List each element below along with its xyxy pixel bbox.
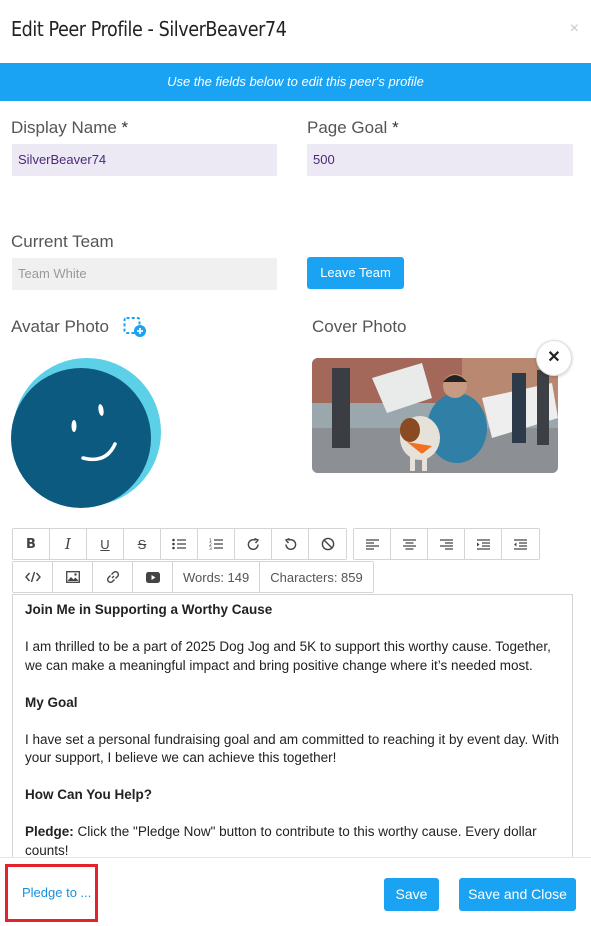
align-group	[353, 528, 540, 560]
clear-format-icon[interactable]	[309, 529, 346, 559]
align-left-icon[interactable]	[354, 529, 391, 559]
required-mark: *	[392, 118, 399, 137]
highlight-box	[5, 864, 98, 922]
image-icon[interactable]	[53, 562, 93, 592]
rich-text-editor[interactable]	[12, 594, 573, 858]
insert-group	[12, 561, 374, 593]
pledge-text: Click the "Pledge Now" button to contribute to this worthy cause. Every dollar counts!	[25, 824, 537, 858]
link-icon[interactable]	[93, 562, 133, 592]
format-group	[12, 528, 347, 560]
cover-photo-image	[312, 358, 558, 473]
align-center-icon[interactable]	[391, 529, 428, 559]
close-icon[interactable]: ×	[569, 20, 579, 37]
page-goal-input[interactable]: 500	[307, 144, 573, 176]
underline-icon[interactable]: U	[87, 529, 124, 559]
editor-paragraph	[25, 823, 560, 858]
editor-heading: Join Me in Supporting a Worthy Cause	[25, 602, 273, 617]
upload-photo-icon[interactable]	[123, 316, 147, 338]
bold-icon[interactable]: B	[13, 529, 50, 559]
indent-icon[interactable]	[465, 529, 502, 559]
instruction-banner: Use the fields below to edit this peer's profile	[0, 63, 591, 101]
editor-paragraph: I have set a personal fundraising goal and am committed to reaching it by event day. With your support, I believe we can achieve this together!	[25, 731, 560, 765]
outdent-icon[interactable]	[502, 529, 539, 559]
character-count: Characters: 859	[260, 562, 373, 592]
current-team-input: Team White	[12, 258, 277, 290]
save-and-close-button[interactable]: Save and Close	[459, 878, 576, 911]
page-goal-label	[307, 118, 399, 138]
avatar-image	[11, 358, 163, 510]
modal-footer	[0, 857, 591, 926]
display-name-input[interactable]: SilverBeaver74	[12, 144, 277, 176]
current-team-label: Current Team	[11, 232, 114, 251]
display-name-label	[11, 118, 128, 138]
svg-text:3: 3	[209, 547, 212, 550]
redo-icon[interactable]	[235, 529, 272, 559]
editor-heading: How Can You Help?	[25, 787, 153, 802]
remove-cover-photo-button[interactable]: ✕	[536, 340, 572, 376]
leave-team-button[interactable]: Leave Team	[307, 257, 404, 289]
save-button[interactable]: Save	[384, 878, 439, 911]
video-icon[interactable]	[133, 562, 173, 592]
undo-icon[interactable]	[272, 529, 309, 559]
editor-toolbar-row-1	[12, 528, 546, 560]
editor-heading: My Goal	[25, 694, 78, 710]
avatar-photo-label: Avatar Photo	[11, 317, 109, 336]
display-name-label-text: Display Name	[11, 118, 117, 137]
code-icon[interactable]	[13, 562, 53, 592]
strikethrough-icon[interactable]: S	[124, 529, 161, 559]
numbered-list-icon[interactable]	[198, 529, 235, 559]
svg-text:2: 2	[209, 543, 212, 548]
word-count: Words: 149	[173, 562, 260, 592]
modal-title: Edit Peer Profile - SilverBeaver74	[11, 17, 287, 41]
svg-text:1: 1	[209, 539, 212, 544]
editor-toolbar-row-2	[12, 561, 374, 593]
page-goal-label-text: Page Goal	[307, 118, 388, 137]
pledge-bold-label: Pledge:	[25, 824, 74, 839]
cover-photo-label: Cover Photo	[312, 317, 407, 336]
editor-paragraph: I am thrilled to be a part of 2025 Dog Jog and 5K to support this worthy cause. Together, we can make a meaningful impact and bring positive change where it’s needed most.	[25, 639, 551, 673]
align-right-icon[interactable]	[428, 529, 465, 559]
italic-icon[interactable]: I	[50, 529, 87, 559]
bullet-list-icon[interactable]	[161, 529, 198, 559]
required-mark: *	[121, 118, 129, 137]
pledge-to-link[interactable]: Pledge to ...	[22, 885, 92, 900]
modal-header	[0, 0, 591, 63]
